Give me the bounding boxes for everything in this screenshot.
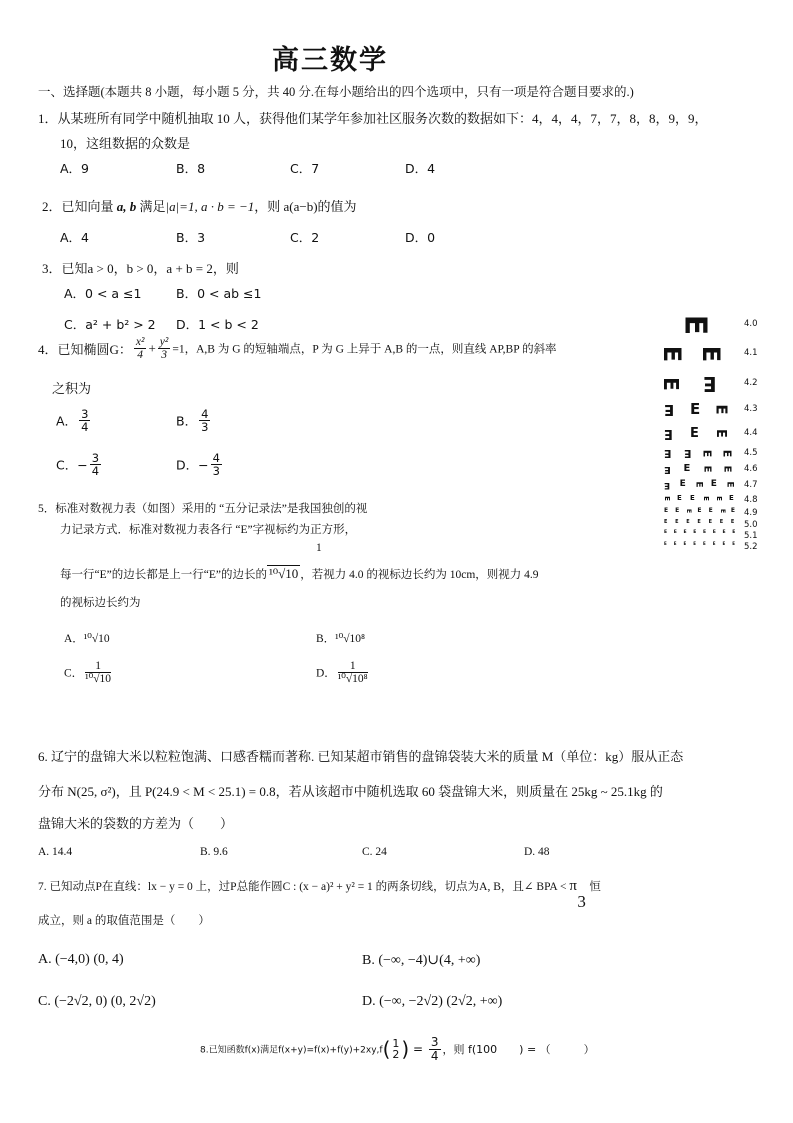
q5-stem-line2: 力记录方式．标准对数视力表各行 “E”字视标约为正方形， <box>60 524 357 536</box>
q1-stem-line1: 1．从某班所有同学中随机抽取 10 人，获得他们某学年参加社区服务次数的数据如下：4，4，4，7，7，8，8，9，9， <box>38 111 708 126</box>
q4-option-d <box>176 452 224 477</box>
q4-frac-4: 4 <box>137 349 144 362</box>
eye-optotype: E <box>701 496 710 501</box>
q7-option-d: D. (−∞, −2√2) (2√2, +∞) <box>362 994 503 1009</box>
eye-optotype: E <box>703 372 717 396</box>
eye-optotype: E <box>710 479 717 489</box>
q2-option-a: A．4 <box>60 230 90 245</box>
q6-stem-line2: 分布 N(25, σ²)，且 P(24.9 < M < 25.1) = 0.8，若从该超市中随机选取 60 袋盘锦大米，则质量在 25kg ~ 25.1kg 的 <box>38 784 663 799</box>
q4-d-den: 3 <box>212 464 220 479</box>
eye-optotype: E <box>697 519 701 525</box>
q4-b-num: 4 <box>201 407 209 421</box>
q4-c-den: 4 <box>91 464 100 479</box>
q8-val-den: 4 <box>430 1048 439 1063</box>
eye-optotype: E <box>683 447 692 460</box>
eye-optotype: E <box>673 541 677 546</box>
q3-option-b: B．0 < ab ≤1 <box>176 286 262 301</box>
eye-optotype: E <box>724 481 735 488</box>
q8-val-num: 3 <box>430 1035 439 1049</box>
q4-option-c <box>56 452 103 477</box>
q3-option-c: C．a² + b² > 2 <box>64 317 156 332</box>
eye-chart-label: 4.6 <box>744 464 758 474</box>
eye-optotype: E <box>664 519 668 525</box>
eye-chart-figure <box>658 302 772 552</box>
q3-option-d: D．1 < b < 2 <box>176 317 259 332</box>
q5-option-a: A．¹⁰√10 <box>64 633 110 645</box>
eye-optotype: E <box>722 530 726 535</box>
q4-b-den: 3 <box>201 420 209 435</box>
q5-frac-numerator: 1 <box>316 542 322 554</box>
eye-chart-label: 4.3 <box>744 403 758 414</box>
eye-optotype: E <box>703 530 707 535</box>
q5-c-num: 1 <box>85 660 111 673</box>
q5-stem-line3-post: ，若视力 4.0 的视标边长约为 10cm，则视力 4.9 <box>300 569 539 581</box>
q5-stem-line3 <box>60 566 539 582</box>
q2-stem <box>42 196 357 215</box>
eye-optotype: E <box>708 507 713 514</box>
q2-stem-post: ，则 a(a−b)的值为 <box>254 199 357 214</box>
q2-stem-pre: 2．已知向量 <box>42 199 117 214</box>
q5-option-c-label: C． <box>64 667 84 680</box>
eye-optotype: E <box>693 541 696 546</box>
q1-option-c: C．7 <box>290 161 320 176</box>
q4-option-a-label: A． <box>56 413 78 429</box>
eye-optotype: E <box>673 530 677 535</box>
eye-optotype: E <box>664 464 671 475</box>
eye-chart-label: 4.9 <box>744 508 758 518</box>
eye-optotype: E <box>703 541 706 546</box>
q4-frac-3: 3 <box>161 349 167 362</box>
eye-optotype: E <box>690 426 699 441</box>
eye-optotype: E <box>712 541 716 546</box>
eye-optotype: E <box>675 507 680 514</box>
q5-stem-line3-pre: 每一行“E”的边长都是上一行“E”的边长的 <box>60 569 267 581</box>
eye-optotype: E <box>664 507 669 514</box>
q4-c-num: 3 <box>91 451 100 465</box>
eye-chart-label: 5.1 <box>744 531 758 541</box>
q7-option-c: C. (−2√2, 0) (0, 2√2) <box>38 994 156 1009</box>
q5-stem-line4: 的视标边长约为 <box>60 597 141 609</box>
eye-optotype: E <box>690 494 695 502</box>
eye-optotype: E <box>675 519 679 525</box>
q7-stem-line1 <box>38 878 601 911</box>
eye-optotype: E <box>658 345 687 363</box>
q5-d-den: ¹⁰√10⁸ <box>337 673 368 686</box>
eye-optotype: E <box>712 530 716 535</box>
q2-option-d: D．0 <box>405 230 436 245</box>
eye-optotype: E <box>697 345 726 363</box>
q4-frac-y2: y² <box>159 336 169 348</box>
eye-optotype: E <box>700 449 714 458</box>
q8-stem-pre: 8.已知函数f(x)满足f(x+y)=f(x)+f(y)+2xy,f <box>200 1045 383 1056</box>
q4-option-b <box>176 408 212 433</box>
eye-optotype: E <box>664 426 673 441</box>
eye-optotype: E <box>683 530 687 535</box>
eye-optotype: E <box>683 463 691 474</box>
q5-stem-line1: 5．标准对数视力表（如图）采用的 “五分记录法”是我国独创的视 <box>38 503 368 515</box>
eye-optotype: E <box>685 508 693 514</box>
eye-optotype: E <box>664 447 672 460</box>
eye-optotype: E <box>664 541 667 546</box>
q7-stem-line2: 成立，则 a 的取值范围是（ ） <box>38 915 210 927</box>
q4-d-num: 4 <box>212 451 220 465</box>
eye-optotype: E <box>712 429 728 438</box>
section-heading: 一、选择题(本题共 8 小题，每小题 5 分，共 40 分.在每小题给出的四个选项中，只有一项是符合题目要求的.) <box>38 85 634 99</box>
q6-stem-line3: 盘锦大米的袋数的方差为（ ） <box>38 816 234 831</box>
q7-pi: π <box>569 878 577 894</box>
eye-optotype: E <box>677 494 682 502</box>
q4-stem: 4．已知椭圆G： $\frac{\text{x²}}{4}$ + $\frac{\text{y²}}{3}$ =1，A,B 为 G 的短轴端点，P 为 G 上异于 A,B 的一点，则直线 AP,BP 的斜率 <box>38 336 557 362</box>
eye-optotype: E <box>690 400 701 418</box>
eye-chart-label: 4.8 <box>744 495 758 505</box>
q7-option-a: A. (−4,0) (0, 4) <box>38 952 124 967</box>
q4-stem-post: =1，A,B 为 G 的短轴端点，P 为 G 上异于 A,B 的一点，则直线 AP,BP 的斜率 <box>172 343 557 356</box>
q4-option-d-label: D．− <box>176 457 209 473</box>
q8-half-num: 1 <box>392 1036 400 1050</box>
eye-optotype: E <box>679 479 686 489</box>
eye-optotype: E <box>693 530 697 535</box>
eye-optotype: E <box>718 508 726 514</box>
q3-stem: 3．已知a > 0，b > 0，a + b = 2，则 <box>42 261 239 276</box>
eye-optotype: E <box>732 541 735 546</box>
eye-optotype: E <box>683 541 687 546</box>
eye-optotype: E <box>697 507 702 514</box>
q6-option-a: A. 14.4 <box>38 846 73 858</box>
eye-chart-label: 5.2 <box>744 542 758 552</box>
eye-optotype: E <box>732 530 736 535</box>
q2-condition: |a|=1, a · b = −1 <box>165 199 255 214</box>
q1-option-d: D．4 <box>405 161 436 176</box>
page-title: 高三数学 <box>272 45 388 75</box>
eye-optotype: E <box>677 314 713 336</box>
q8-stem: 8.已知函数f(x)满足f(x+y)=f(x)+f(y)+2xy,f( 1 2 ) = $\frac{3}{4}$ ，则 f(100 ) = （ ） <box>200 1035 595 1063</box>
q7-three: 3 <box>577 892 586 911</box>
q5-frac-denominator: ¹⁰√10 <box>268 566 299 581</box>
eye-chart-label: 5.0 <box>744 520 758 530</box>
eye-optotype: E <box>729 494 734 502</box>
eye-optotype: E <box>664 530 668 535</box>
q4-stem-line2: 之积为 <box>52 381 92 396</box>
eye-optotype: E <box>730 507 735 514</box>
q5-option-d <box>316 660 370 685</box>
q2-option-c: C．2 <box>290 230 320 245</box>
q4-option-c-label: C．− <box>56 457 88 473</box>
eye-optotype: E <box>664 401 675 419</box>
q4-stem-pre: 4．已知椭圆G： <box>38 342 132 358</box>
eye-optotype: E <box>712 404 731 415</box>
q8-stem-post: ，则 f(100 ) = （ ） <box>442 1043 595 1057</box>
eye-optotype: E <box>714 496 723 501</box>
eye-optotype: E <box>719 519 724 525</box>
q5-option-b: B．¹⁰√10⁸ <box>316 633 366 645</box>
q6-option-c: C. 24 <box>362 846 387 858</box>
q5-option-d-label: D． <box>316 667 336 680</box>
q1-option-b: B．8 <box>176 161 206 176</box>
q8-eq: = <box>409 1042 427 1057</box>
q6-option-d: D. 48 <box>524 846 550 858</box>
q4-option-a <box>56 408 92 433</box>
eye-chart-label: 4.0 <box>744 319 758 329</box>
q2-stem-mid: 满足 <box>136 199 166 214</box>
q7-stem-line1-post: 恒 <box>589 881 601 893</box>
eye-optotype: E <box>719 449 733 458</box>
q4-a-den: 4 <box>81 420 89 435</box>
eye-chart-label: 4.7 <box>744 480 758 490</box>
q7-stem-line1-pre: 7. 已知动点P在直线：lx − y = 0 上，过P总能作圆C : (x − a)² + y² = 1 的两条切线，切点为A, B，且∠ BPA < <box>38 881 567 893</box>
q2-vectors: a, b <box>116 199 137 214</box>
q5-option-c <box>64 660 113 685</box>
q2-option-b: B．3 <box>176 230 206 245</box>
q7-option-b: B. (−∞, −4)∪(4, +∞) <box>362 953 481 968</box>
q5-c-den: ¹⁰√10 <box>85 673 112 686</box>
q4-a-num: 3 <box>81 407 89 421</box>
eye-optotype: E <box>658 377 683 391</box>
eye-optotype: E <box>701 465 713 473</box>
eye-optotype: E <box>722 541 726 546</box>
eye-chart-label: 4.2 <box>744 378 758 388</box>
eye-optotype: E <box>664 480 671 490</box>
eye-optotype: E <box>730 519 735 525</box>
eye-chart-label: 4.1 <box>744 348 758 358</box>
eye-chart-label: 4.5 <box>744 448 758 458</box>
eye-optotype: E <box>686 519 690 525</box>
q6-stem-line1: 6. 辽宁的盘锦大米以粒粒饱满、口感香糯而著称. 已知某超市销售的盘锦袋装大米的质量 M（单位：kg）服从正态 <box>38 749 684 764</box>
q4-frac-x2: x² <box>135 336 145 348</box>
q4-option-b-label: B． <box>176 413 198 429</box>
eye-optotype: E <box>720 465 732 473</box>
eye-optotype: E <box>662 496 671 501</box>
eye-optotype: E <box>693 481 704 488</box>
q1-stem-line2: 10，这组数据的众数是 <box>60 136 191 151</box>
q3-option-a: A．0 < a ≤1 <box>64 286 142 301</box>
q6-option-b: B. 9.6 <box>200 846 228 858</box>
q8-half-den: 2 <box>392 1048 400 1062</box>
q5-d-num: 1 <box>338 660 368 673</box>
eye-optotype: E <box>708 519 712 525</box>
q1-option-a: A．9 <box>60 161 90 176</box>
eye-chart-label: 4.4 <box>744 427 758 438</box>
